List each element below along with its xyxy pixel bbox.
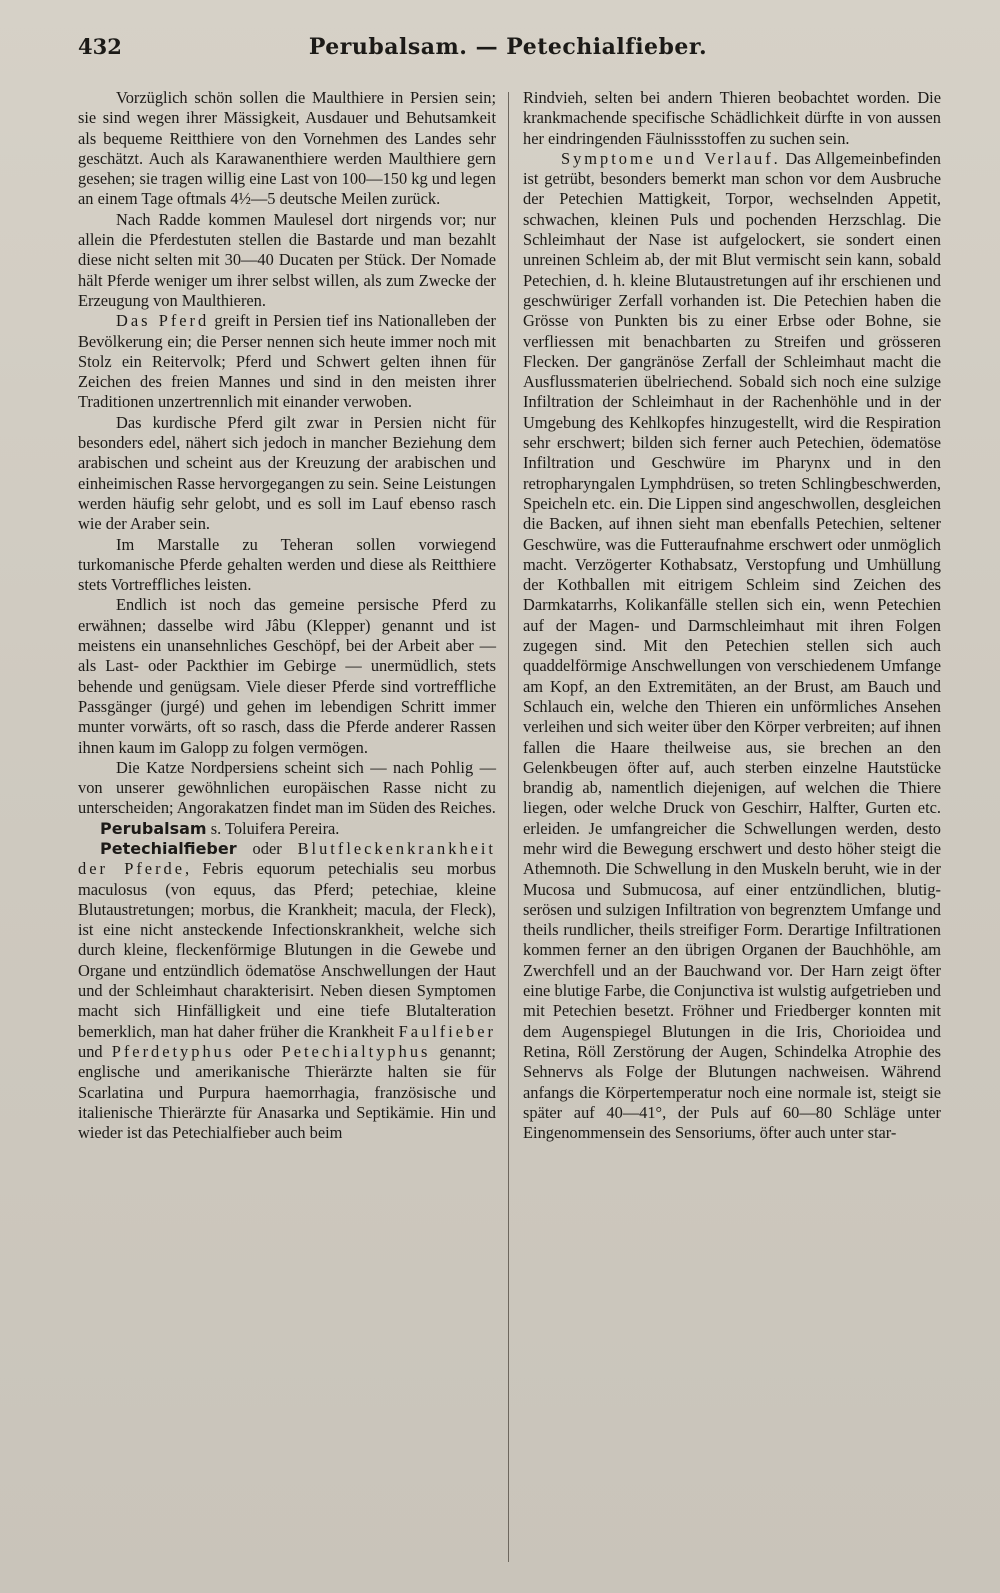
paragraph: Die Katze Nordpersiens scheint sich — nach Pohlig — von unserer gewöhnlichen europäischen Rasse nicht zu unterscheiden; Angorakatzen findet man im Süden des Reiches. xyxy=(78,757,496,818)
dictionary-entry xyxy=(78,819,496,839)
paragraph: Rindvieh, selten bei andern Thieren beobachtet worden. Die krankmachende specifische Schädlichkeit dürfte in von aussen her eindringenden Fäulnissstoffen zu suchen sein. xyxy=(523,88,941,148)
left-column xyxy=(78,88,496,1143)
spaced-emphasis: Faulfieber xyxy=(398,1021,496,1041)
spaced-emphasis: Petechialtyphus xyxy=(281,1041,431,1061)
entry-text: und xyxy=(78,1041,112,1061)
entry-text: , Febris equorum petechialis seu morbus maculosus (von equus, das Pferd; petechiae, kleine Blutaustretungen; morbus, die Krankheit; macula, der Fleck), ist eine nicht ansteckende Infectionskrankheit, welche sich durch kleine, fleckenförmige Blutungen in die Gewebe und Organe und entzündlich ödematöse Anschwellungen der Haut und der Schleimhaut charakterisirt. Neben diesen Symptomen macht sich Hinfälligkeit und eine tiefe Blutalteration bemerklich, man hat daher früher die Krankheit xyxy=(78,859,496,1041)
entry-headword: Perubalsam xyxy=(100,818,207,838)
entry-text: oder xyxy=(234,1041,282,1061)
running-title: Perubalsam. — Petechialfieber. xyxy=(308,34,708,60)
dictionary-entry xyxy=(78,839,496,1143)
entry-text: oder xyxy=(236,838,298,858)
spaced-emphasis: Das Pferd xyxy=(116,311,210,331)
entry-text: s. Toluifera Pereira. xyxy=(206,818,340,838)
paragraph-text: Das Allgemeinbefinden ist getrübt, besonders bemerkt man schon vor dem Ausbruche der Petechien Mattigkeit, Torpor, wechselnden Appetit, schwachen, kleinen Puls und pochenden Herzschlag. Die Schleimhaut der Nase ist aufgelockert, sie sondert einen unreinen Schleim ab, der mit Blut vermischt sein kann, sobald Petechien, d. h. kleine Blutaustretungen auf ihr erschienen und geschwüriger Zerfall vorhanden ist. Die Petechien haben die Grösse von Punkten bis zu einer Erbse oder Bohne, sie verfliessen mit benachbarten zu Streifen und grösseren Flecken. Der gangränöse Zerfall der Schleimhaut macht die Ausflussmaterien übelriechend. Sobald sich noch eine sulzige Infiltration der Schleimhaut in der Rachenhöhle und in der Umgebung des Kehlkopfes hinzugestellt, wird die Respiration sehr erschwert; bilden sich ferner auch Petechien, ödematöse Infiltration und Geschwüre im Pharynx und in den retropharyngalen Lymphdrüsen, so treten Schlingbeschwerden, Speicheln etc. ein. Die Lippen sind angeschwollen, desgleichen die Backen, auf ihnen sieht man ebenfalls Petechien, seltener Geschwüre, was die Futteraufnahme erschwert oder unmöglich macht. Verzögerter Kothabsatz, Verstopfung und Umhüllung der Kothballen mit eitrigem Schleim sind Zeichen des Darmkatarrhs, Kolikanfälle stellen sich ein, wenn Petechien auf der Magen- und Darmschleimhaut mit ihren Folgen zugegen sind. Mit den Petechien stellen sich auch quaddelförmige Anschwellungen von verschiedenem Umfange am Kopf, an den Extremitäten, an der Brust, am Bauch und Schlauch ein, welche den Thieren ein unförmliches Ansehen verleihen und sich weiter über den Körper verbreiten; auf ihnen fallen die Haare theilweise aus, sie brechen an den Gelenkbeugen öfter auf, auch sterben einzelne Hautstücke brandig ab, namentlich diejenigen, auf welchen die Thiere liegen, oder welche Druck von Geschirr, Halfter, Gurten etc. erleiden. Je umfangreicher die Schwellungen werden, desto mehr wird die Bewegung erschwert und desto höher steigt die Athemnoth. Die Schwellung in den Muskeln beruht, wie in der Mucosa und Submucosa, auf einer entzündlichen, blutig-serösen und sulzigen Infiltration von begrenztem Umfange und theils rundlicher, theils streifiger Form. Derartige Infiltrationen kommen ferner an den übrigen Organen der Bauchhöhle, am Zwerchfell und an der Bauchwand vor. Der Harn zeigt öfter eine blutige Farbe, die Conjunctiva ist wulstig aufgetrieben und mit Petechien besetzt. Fröhner und Friedberger konnten mit dem Augenspiegel Blutungen in die Iris, Chorioidea und Retina, Röll Zerstörung der Augen, Schindelka Atrophie des Sehnervs als Folge der Blutungen nachweisen. Während anfangs die Körpertemperatur noch eine normale ist, steigt sie später auf 40—41°, der Puls auf 60—80 Schläge unter Eingenommensein des Sensoriums, öfter auch unter star- xyxy=(523,148,941,1143)
paragraph-text: greift in Persien tief ins Nationalleben der Bevölkerung ein; die Perser nennen sich heute immer noch mit Stolz ein Reitervolk; Pferd und Schwert gelten ihnen für Zeichen des freien Mannes und sind in den meisten ihrer Traditionen unzertrennlich mit einander verwoben. xyxy=(78,311,496,412)
section-heading: Symptome und Verlauf. xyxy=(561,148,781,168)
entry-text: genannt; englische und amerikanische Thierärzte halten sie für Scarlatina und Purpura haemorrhagia, französische und italienische Thierärzte für Anasarka und Septikämie. Hin und wieder ist das Petechialfieber auch beim xyxy=(78,1041,496,1143)
paragraph: Im Marstalle zu Teheran sollen vorwiegend turkomanische Pferde gehalten werden und diese als Reitthiere stets Vortreffliches leisten. xyxy=(78,534,496,595)
spaced-emphasis: Pferdetyphus xyxy=(111,1041,235,1061)
entry-headword: Petechialfieber xyxy=(100,838,237,858)
paragraph: Das kurdische Pferd gilt zwar in Persien nicht für besonders edel, nähert sich jedoch in mancher Beziehung dem arabischen und scheint aus der Kreuzung der arabischen und einheimischen Rasse hervorgegangen zu sein. Seine Leistungen werden häufig sehr gelobt, und es soll im Lauf ebenso rasch wie der Araber sein. xyxy=(78,412,496,534)
paragraph xyxy=(78,311,496,412)
page-header xyxy=(78,30,938,70)
column-divider xyxy=(508,92,509,1562)
right-column xyxy=(523,88,941,1143)
paragraph: Nach Radde kommen Maulesel dort nirgends vor; nur allein die Pferdestuten stellen die Bastarde und man bezahlt diese nicht selten mit 30—40 Ducaten per Stück. Der Nomade hält Pferde weniger um ihrer selbst willen, als zum Zwecke der Erzeugung von Maulthieren. xyxy=(78,209,496,310)
paragraph: Endlich ist noch das gemeine persische Pferd zu erwähnen; dasselbe wird Jâbu (Klepper) genannt und ist meistens ein unansehnliches Geschöpf, bei der Arbeit aber — als Last- oder Packthier im Gebirge — unermüdlich, stets behende und genügsam. Viele dieser Pferde sind vortreffliche Passgänger (jurgé) und gehen im lebendigen Schritt immer munter vorwärts, oft so rasch, dass die Pferde anderer Rassen ihnen kaum im Galopp zu folgen vermögen. xyxy=(78,595,496,757)
paragraph xyxy=(523,149,941,1144)
spaced-emphasis: Blutfleckenkrankheit der Pferde xyxy=(78,838,496,879)
page-number: 432 xyxy=(78,34,122,59)
paragraph: Vorzüglich schön sollen die Maulthiere in Persien sein; sie sind wegen ihrer Mässigkeit, Ausdauer und Behutsamkeit als bequeme Reitthiere von den Vornehmen des Landes sehr geschätzt. Auch als Karawanenthiere werden Maulthiere gern gesehen; sie tragen willig eine Last von 100—150 kg und legen an einem Tage oftmals 4½—5 deutsche Meilen zurück. xyxy=(78,88,496,209)
